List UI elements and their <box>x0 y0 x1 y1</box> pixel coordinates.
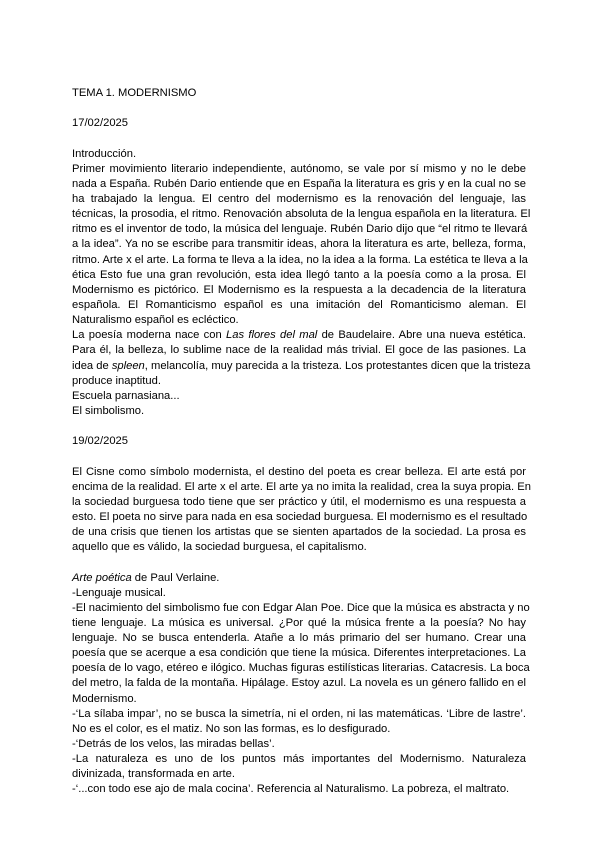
cisne-line: El Cisne como símbolo modernista, el destino del poeta es crear belleza. El arte está por <box>72 465 526 478</box>
cisne-line: de una crisis que tienen los artistas que se sienten apartados de la sociedad. La prosa es <box>72 526 526 539</box>
poesia-text: , melancolía, muy parecida a la tristeza. Los protestantes dicen que la tristeza <box>144 359 531 372</box>
escuela-parnasiana: Escuela parnasiana... <box>72 389 180 402</box>
simbolismo: El simbolismo. <box>72 404 145 417</box>
intro-line: técnicas, la prosodia, el ritmo. Renovación absoluta de la lengua española en la literatura. El <box>72 208 531 221</box>
book-title: Las flores del mal <box>226 329 318 342</box>
intro-paragraph <box>72 162 531 329</box>
arte-poetica-line: divinizada, transformada en arte. <box>72 768 235 781</box>
intro-line: ritmo es el inventor de todo, la música del lenguaje. Rubén Dario dijo que “el ritmo te llevará <box>72 223 528 236</box>
arte-poetica-line: -Lenguaje musical. <box>72 586 166 599</box>
poesia-line-4: produce inaptitud. <box>72 374 161 387</box>
spleen-term: spleen <box>111 359 145 372</box>
intro-line: Primer movimiento literario independiente, autónomo, se vale por sí mismo y no le debe <box>72 162 526 175</box>
document-page <box>72 86 531 798</box>
arte-poetica-heading <box>72 571 526 586</box>
cisne-paragraph <box>72 465 531 556</box>
intro-line: Naturalismo español es ecléctico. <box>72 314 239 327</box>
poesia-line-2: Para él, la belleza, lo sublime nace de la realidad más trivial. El goce de las pasiones. La <box>72 344 526 357</box>
cisne-line: esto. El poeta no sirve para nada en esa sociedad burguesa. El modernismo es el resultado <box>72 510 528 523</box>
intro-line: ética Esto fue una gran revolución, esta idea llegó tanto a la poesía como a la prosa. El <box>72 268 526 281</box>
poesia-text: La poesía moderna nace con <box>72 329 227 342</box>
cisne-line: encima de la realidad. El arte x el arte. El arte ya no imita la realidad, crea la suya propia. En <box>72 480 531 493</box>
arte-poetica-line: poesía de lo vago, etéreo e ilógico. Muchas figuras estilísticas literarias. Catacresis. La boca <box>72 662 530 675</box>
poesia-text: idea de <box>72 359 112 372</box>
poesia-text: de Baudelaire. Abre una nueva estética. <box>317 329 526 342</box>
poesia-line-1 <box>72 328 526 343</box>
cisne-line: la sociedad burguesa todo tiene que ser práctico y útil, el modernismo es una respuesta a <box>72 495 526 508</box>
poesia-line-3 <box>72 359 531 374</box>
intro-line: española. El Romanticismo español es una imitación del Romanticismo aleman. El <box>72 298 526 311</box>
arte-poetica-line: -La naturaleza es uno de los puntos más importantes del Modernismo. Naturaleza <box>72 753 526 766</box>
arte-poetica-author: de Paul Verlaine. <box>131 571 220 584</box>
arte-poetica-title: Arte poética <box>72 571 132 584</box>
intro-line: Modernismo es pictórico. El Modernismo es la respuesta a la decadencia de la literatura <box>72 283 526 296</box>
arte-poetica-line: No es el color, es el matiz. No son las formas, es lo desfigurado. <box>72 722 391 735</box>
document-title: TEMA 1. MODERNISMO <box>72 87 197 99</box>
arte-poetica-line: lenguaje. No se busca entenderla. Atañe a lo más primario del ser humano. Crear una <box>72 632 526 645</box>
arte-poetica-line: -‘Detrás de los velos, las miradas bellas’. <box>72 738 275 751</box>
arte-poetica-list <box>72 586 530 798</box>
arte-poetica-line: -‘La sílaba impar’, no se busca la simetría, ni el orden, ni las matemáticas. ‘Libre de lastre’. <box>72 707 526 720</box>
arte-poetica-line: Modernismo. <box>72 692 137 705</box>
date-2: 19/02/2025 <box>72 435 128 448</box>
arte-poetica-line: -El nacimiento del simbolismo fue con Edgar Alan Poe. Dice que la música es abstracta y no <box>72 601 530 614</box>
intro-line: a la idea”. Ya no se escribe para transmitir ideas, ahora la literatura es arte, belleza, forma, <box>72 238 526 251</box>
intro-line: ritmo. Arte x el arte. La forma te lleva a la idea, no la idea a la forma. La estética te lleva a la <box>72 253 528 266</box>
date-1: 17/02/2025 <box>72 117 128 130</box>
arte-poetica-line: -‘...con todo ese ajo de mala cocina’. Referencia al Naturalismo. La pobreza, el maltrato. <box>72 783 510 796</box>
intro-line: nada a España. Rubén Dario entiende que en España la literatura es gris y en la cual no se <box>72 177 526 190</box>
arte-poetica-line: tiene lenguaje. La música es universal. ¿Por qué la música frente a la poesía? No hay <box>72 616 526 629</box>
arte-poetica-line: poesía que se acerque a esa condición que tiene la música. Diferentes interpretaciones. La <box>72 647 526 660</box>
intro-heading: Introducción. <box>72 147 137 160</box>
cisne-line: aquello que es válido, la sociedad burguesa, el capitalismo. <box>72 541 367 554</box>
intro-line: ha trabajado la lengua. El centro del modernismo es la renovación del lenguaje, las <box>72 192 526 205</box>
arte-poetica-line: del metro, la falda de la montaña. Hipálage. Estoy azul. La novela es un género fallido en el <box>72 677 527 690</box>
